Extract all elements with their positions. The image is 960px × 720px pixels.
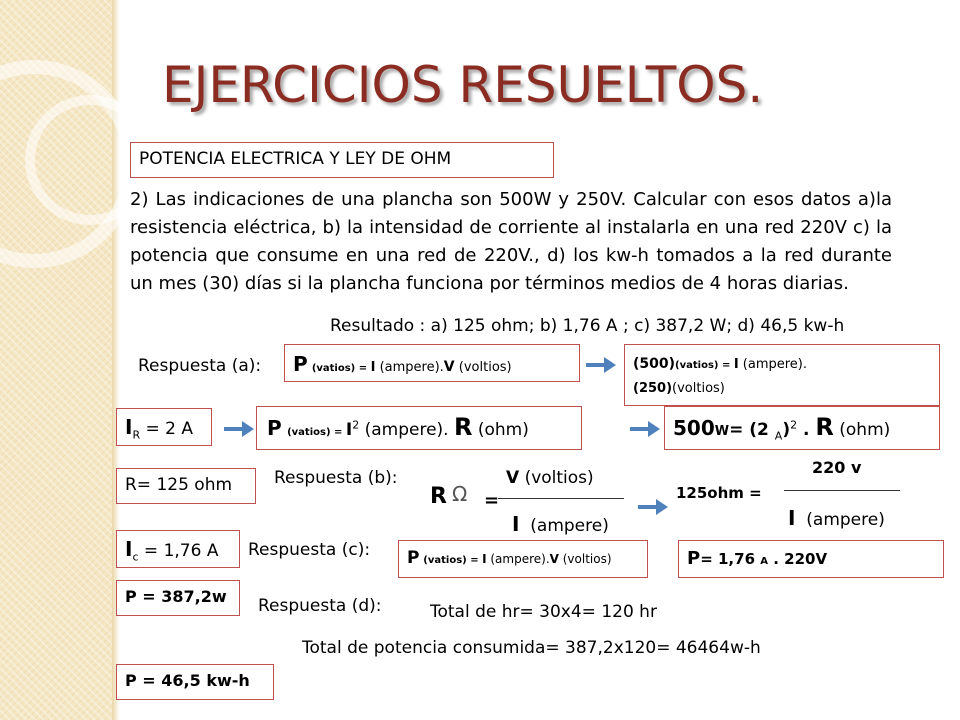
power-resistance-formula-box	[256, 406, 582, 450]
current-unit: (ampere)	[530, 516, 609, 536]
power-unit: (vatios) =	[311, 363, 371, 374]
current-symbol: I	[733, 357, 739, 372]
current-symbol: I	[370, 360, 376, 375]
dot: .	[797, 420, 816, 440]
power-symbol: P	[293, 352, 308, 376]
ohm-denominator	[512, 512, 609, 536]
energy-result-box	[116, 664, 274, 700]
current-subscript: R	[132, 428, 141, 442]
power-value: 500	[673, 416, 715, 440]
resistance-unit: (ohm)	[472, 420, 529, 440]
subtitle-text: POTENCIA ELECTRICA Y LEY DE OHM	[139, 149, 452, 169]
fraction-bar	[784, 490, 900, 491]
current-symbol: I	[125, 415, 133, 439]
power-value: (500)	[633, 356, 676, 372]
current-unit: (ampere).	[375, 360, 444, 375]
ir-box	[116, 408, 212, 446]
current-symbol: I	[482, 552, 487, 566]
arrow-icon	[222, 418, 256, 440]
power-unit: (vatios) =	[423, 555, 483, 566]
answer-a-substitution-box	[624, 344, 940, 406]
arrow-icon	[628, 418, 662, 440]
voltage-unit: (voltios)	[454, 360, 512, 375]
answer-b-label: Respuesta (b):	[274, 468, 398, 488]
voltage-symbol: V	[506, 468, 520, 488]
equals-sign: =	[484, 490, 500, 511]
ohm-numerator	[506, 468, 594, 488]
energy-result: P = 46,5 kw-h	[125, 671, 250, 690]
fraction-bar	[498, 498, 624, 499]
resistance-unit: (ohm)	[833, 420, 891, 440]
current-symbol: I	[788, 506, 796, 530]
voltage-numerator: 220 v	[812, 458, 862, 477]
resistance-symbol: R	[815, 413, 834, 441]
arrow-icon	[584, 354, 618, 376]
voltage-value: (250)	[633, 381, 673, 396]
current-unit: (ampere).	[738, 357, 808, 372]
current-unit: (ampere).	[486, 552, 550, 566]
resistance-symbol: R	[453, 413, 473, 441]
resistance-symbol: R	[430, 484, 447, 509]
square-exponent: 2	[352, 418, 360, 432]
power-result: P = 387,2w	[125, 587, 227, 606]
total-energy: Total de potencia consumida= 387,2x120= 46464w-h	[302, 638, 761, 658]
power-symbol: P	[267, 416, 282, 440]
power-unit: (vatios) =	[675, 360, 734, 371]
problem-statement: 2) Las indicaciones de una plancha son 500W y 250V. Calcular con esos datos a)la resistencia eléctrica, b) la intensidad de corriente al instalarla en una red 220V c) la potencia que consume en una red de 220V., d) los kw-h tomados a la red durante un mes (30) días si la plancha funciona por términos medios de 4 horas diarias.	[130, 189, 892, 294]
power-unit: (vatios) =	[287, 427, 346, 438]
result-line: Resultado : a) 125 ohm; b) 1,76 A ; c) 387,2 W; d) 46,5 kw-h	[330, 316, 845, 336]
substitution-line-1	[633, 353, 931, 377]
square-exponent: 2	[790, 418, 798, 432]
voltage-unit: (voltios)	[558, 552, 612, 566]
current-unit: (ampere).	[359, 420, 454, 440]
subtitle-box	[130, 142, 554, 178]
current-denominator	[788, 506, 885, 530]
total-hours: Total de hr= 30x4= 120 hr	[430, 602, 657, 622]
ic-value: = 1,76 A	[138, 541, 219, 561]
answer-c-formula-box	[398, 540, 648, 578]
current-symbol: I	[512, 512, 520, 536]
substitution-line-2	[633, 377, 931, 400]
equals-open: = (2	[729, 420, 775, 440]
power-value: = 1,76	[700, 550, 761, 568]
power-result-box	[116, 580, 240, 616]
voltage-symbol: V	[443, 359, 455, 375]
answer-a-label: Respuesta (a):	[138, 356, 262, 376]
answer-a-formula-box	[284, 344, 580, 382]
current-symbol: I	[345, 420, 353, 440]
current-symbol: I	[125, 537, 133, 561]
voltage-unit: (voltios)	[519, 468, 594, 488]
power-symbol: P	[687, 548, 701, 569]
answer-c-substitution-box	[678, 540, 944, 578]
resistance-result-box	[116, 468, 256, 504]
voltage-symbol: V	[549, 552, 559, 566]
watt-unit: W	[714, 424, 730, 439]
answer-d-label: Respuesta (d):	[258, 596, 382, 616]
power-symbol: P	[407, 548, 420, 568]
omega-icon: Ω	[452, 482, 468, 506]
ampere-unit: A	[774, 429, 783, 443]
close-paren: )	[782, 420, 791, 440]
ir-value: = 2 A	[140, 419, 194, 439]
power-resistance-substitution-box	[664, 406, 940, 450]
ic-box	[116, 530, 240, 568]
slide-title: EJERCICIOS RESUELTOS.	[162, 56, 764, 114]
answer-c-label: Respuesta (c):	[248, 540, 371, 560]
current-subscript: c	[132, 550, 139, 564]
resistance-equation-lhs: 125ohm =	[676, 484, 762, 502]
arrow-icon	[636, 496, 670, 518]
voltage-value: . 220V	[767, 550, 828, 568]
voltage-unit: (voltios)	[672, 381, 725, 396]
current-unit: (ampere)	[806, 510, 885, 530]
resistance-result: R= 125 ohm	[125, 475, 233, 495]
ampere-unit: A	[760, 556, 768, 567]
